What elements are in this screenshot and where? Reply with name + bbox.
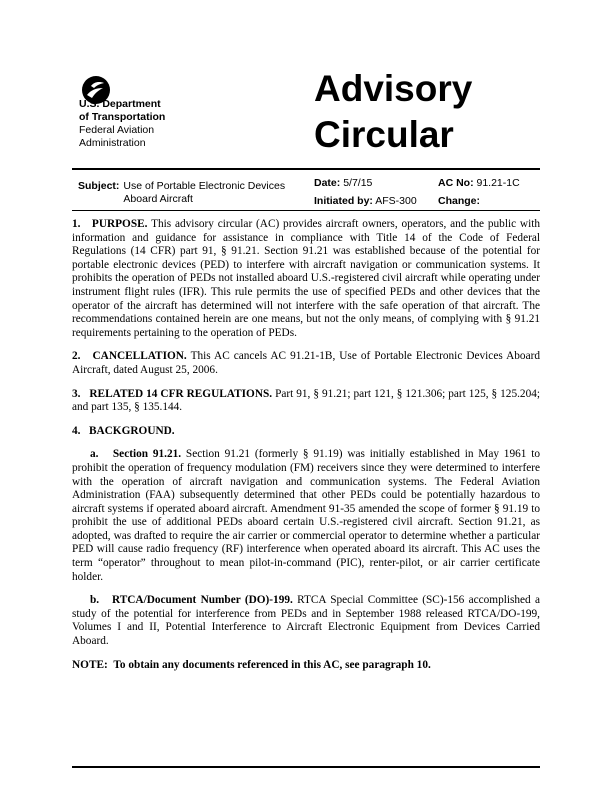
title-line-1: Advisory — [314, 68, 473, 109]
subject-field — [78, 180, 310, 206]
agency-line-1: U.S. Department — [79, 98, 161, 110]
paragraph-background — [72, 425, 540, 439]
paragraph-regulations — [72, 388, 540, 415]
date-field — [314, 177, 372, 190]
regulations-text: Part 91, § 91.21; part 121, § 121.306; part 125, § 125.204; and part 135, § 135.144. — [72, 387, 540, 414]
background-b-text: RTCA Special Committee (SC)-156 accomplished a study of the potential for interference from PEDs and in September 1988 released RTCA/DO-199, Volumes I and II, Potential Interference to Aircraft Electronic Equipment from Devices Carried Aboard. — [72, 594, 541, 648]
paragraph-background-b — [72, 594, 540, 648]
initiated-by-value: AFS-300 — [375, 195, 417, 207]
change-label: Change: — [438, 195, 480, 207]
note: NOTE: To obtain any documents referenced in this AC, see paragraph 10. — [72, 658, 431, 671]
change-field — [438, 195, 480, 208]
purpose-text: This advisory circular (AC) provides aircraft owners, operators, and the public with information and guidance for assistance in compliance with Title 14 of the Code of Federal Regulations (14 CFR) part 91, § 91.21. Section 91.21 was established because of the potential for portable electronic devices (PED) to interfere with aircraft navigation or communication systems. It prohibits the operation of PEDs not installed aboard U.S.-registered civil aircraft while operating under instrument flight rules (IFR). This rule permits the use of specified PEDs and other devices that the operator of the aircraft has determined will not interfere with the safe operation of that aircraft. The recommendations contained herein are one means, but not the only means, of complying with § 91.21 requirements pertaining to the operation of PEDs. — [72, 218, 541, 339]
purpose-heading: 1. PURPOSE. — [72, 218, 148, 230]
cancellation-heading: 2. CANCELLATION. — [72, 350, 187, 363]
agency-line-3: Federal Aviation — [79, 124, 155, 136]
ac-number-field — [438, 177, 520, 190]
agency-line-4: Administration — [79, 137, 146, 149]
subject-label: Subject: — [78, 180, 120, 192]
title-line-2: Circular — [314, 114, 454, 155]
agency-name — [79, 98, 165, 150]
header-divider — [72, 210, 540, 211]
paragraph-cancellation — [72, 350, 540, 377]
regulations-heading: 3. RELATED 14 CFR REGULATIONS. — [72, 387, 273, 400]
background-a-text: Section 91.21 (formerly § 91.19) was initially established in May 1961 to prohibit the operation of frequency modulation (FM) receivers since they were determined to interfere with the operation of aircraft navigation and communication systems. The Federal Aviation Administration (FAA) subsequently determined that other PEDs could be potentially hazardous to aircraft systems if operated aboard aircraft. Amendment 91-35 amended the scope of former § 91.19 to prohibit the use of additional PEDs aboard certain U.S.-registered civil aircraft. Section 91.21, as adopted, was drafted to require the air carrier or commercial operator to determine whether a particular PED will cause radio frequency (RF) interference when operated aboard its aircraft. This AC uses the term “operator” throughout to mean pilot-in-command (PIC), renter-pilot, or air carrier certificate holder. — [72, 448, 540, 583]
agency-line-2: of Transportation — [79, 111, 166, 123]
date-label: Date: — [314, 177, 341, 189]
subject-value: Use of Portable Electronic Devices Aboard Aircraft — [123, 180, 286, 205]
document-body — [72, 218, 540, 682]
cancellation-text: This AC cancels AC 91.21-1B, Use of Portable Electronic Devices Aboard Aircraft, dated August 25, 2006. — [72, 350, 540, 376]
background-heading: 4. BACKGROUND. — [72, 424, 175, 437]
background-a-heading: a. Section 91.21. — [90, 448, 182, 461]
initiated-by-field — [314, 195, 417, 208]
top-divider — [72, 168, 540, 170]
paragraph-background-a — [72, 448, 540, 584]
bottom-divider — [72, 766, 540, 768]
background-b-heading: b. RTCA/Document Number (DO)-199. — [90, 594, 293, 607]
paragraph-purpose — [72, 218, 540, 340]
ac-number-value: 91.21-1C — [476, 177, 520, 189]
document-title — [314, 66, 472, 158]
initiated-by-label: Initiated by: — [314, 195, 373, 207]
ac-number-label: AC No: — [438, 177, 474, 189]
date-value: 5/7/15 — [343, 177, 373, 189]
